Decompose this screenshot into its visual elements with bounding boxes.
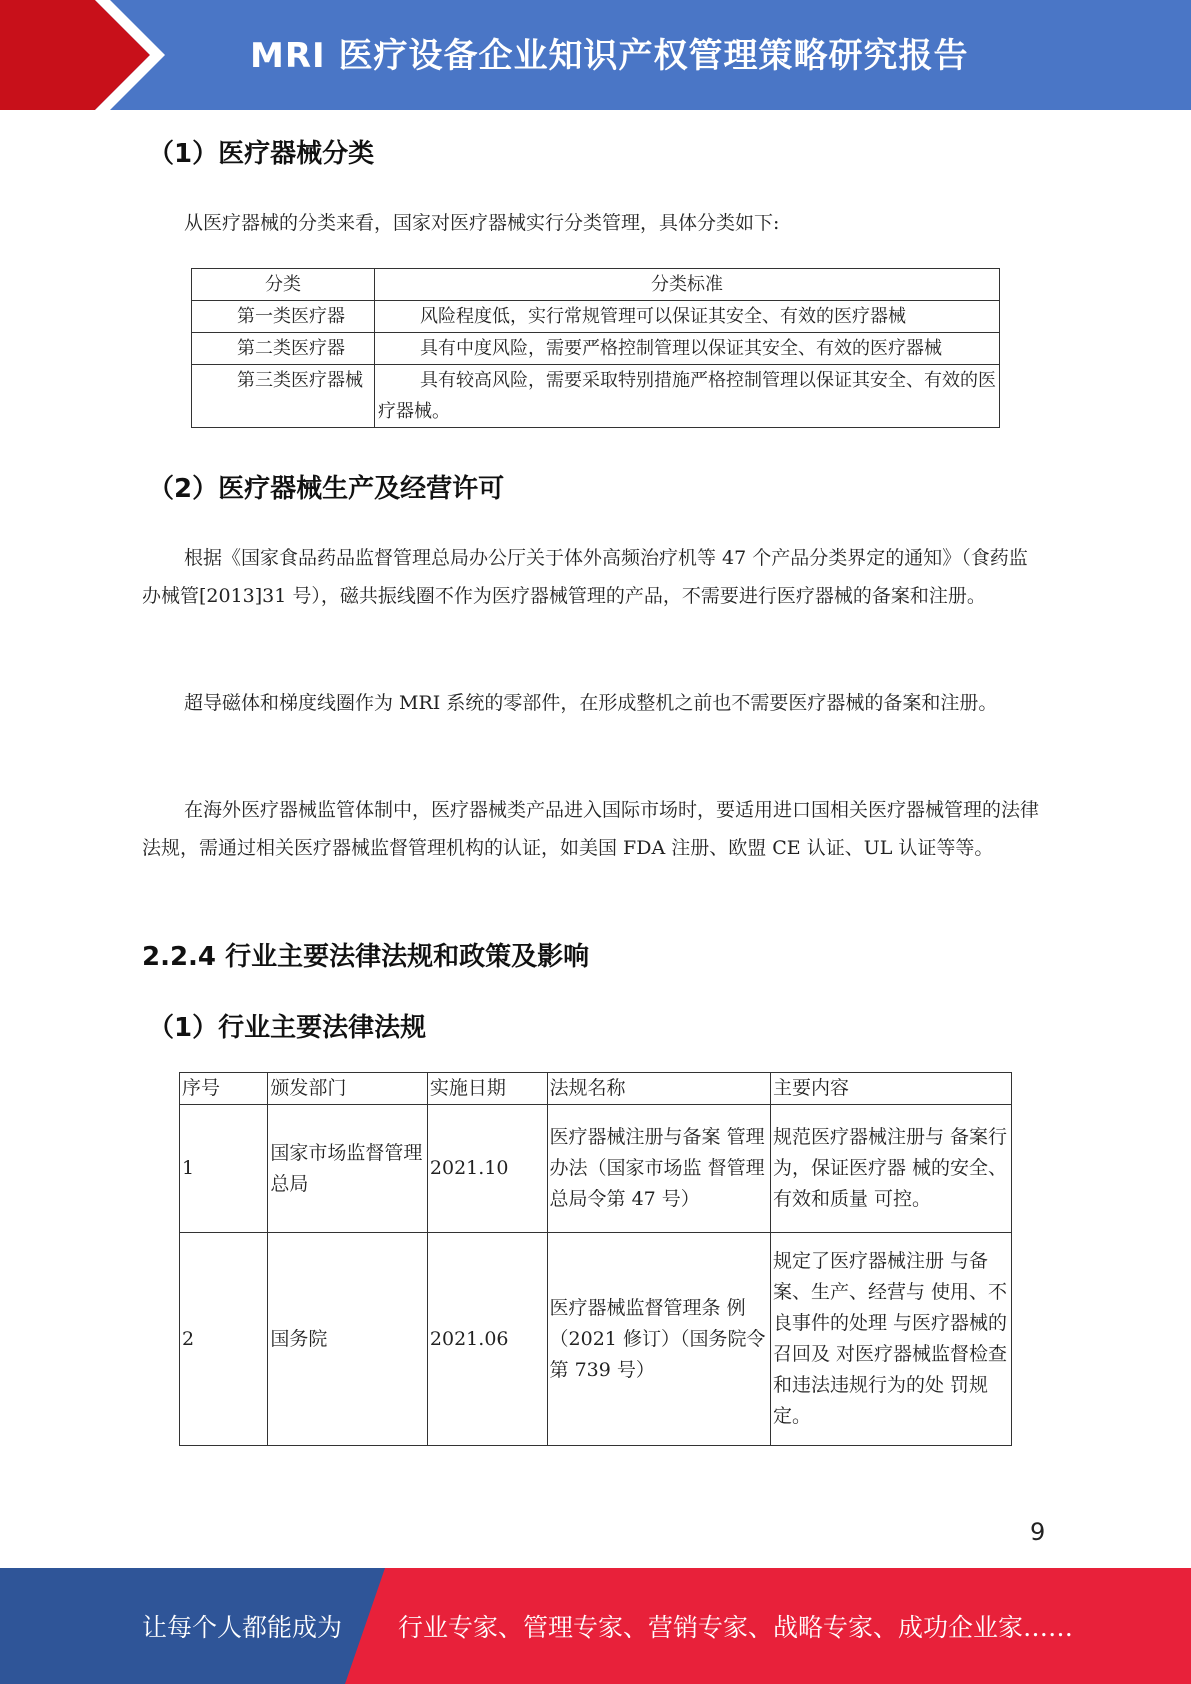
subsection-heading-laws: （1）行业主要法律法规	[148, 1013, 427, 1043]
standard-cell: 具有较高风险，需要采取特别措施严格控制管理以保证其安全、有效的医疗器械。	[375, 365, 1000, 428]
table-row	[192, 365, 1000, 428]
dept-cell: 国家市场监督管理总局	[268, 1105, 428, 1233]
name-cell: 医疗器械注册与备案 管理办法（国家市场监 督管理总局令第 47 号）	[547, 1105, 770, 1233]
paragraph-1: 根据《国家食品药品监督管理总局办公厅关于体外高频治疗机等 47 个产品分类界定的通知》（食药监办械管[2013]31 号），磁共振线圈不作为医疗器械管理的产品，不需要进行医疗器械的备案和注册。	[142, 547, 1028, 607]
dept-cell: 国务院	[268, 1233, 428, 1446]
table-header-row	[180, 1073, 1012, 1105]
table-row	[192, 333, 1000, 365]
page-number: 9	[1030, 1518, 1046, 1546]
footer-slogan-left: 让每个人都能成为	[142, 1613, 343, 1642]
report-title: MRI 医疗设备企业知识产权管理策略研究报告	[250, 36, 969, 76]
no-cell: 2	[180, 1233, 268, 1446]
classification-table	[191, 268, 1000, 428]
section-heading-license: （2）医疗器械生产及经营许可	[148, 474, 505, 504]
footer-slogan-right: 行业专家、管理专家、营销专家、战略专家、成功企业家……	[398, 1613, 1074, 1642]
header-cell-no: 序号	[180, 1073, 268, 1105]
section-heading-classification: （1）医疗器械分类	[148, 139, 375, 169]
date-cell: 2021.06	[427, 1233, 547, 1446]
category-cell: 第三类医疗器械	[192, 365, 375, 428]
header-cell-name: 法规名称	[547, 1073, 770, 1105]
paragraph-3: 在海外医疗器械监管体制中，医疗器械类产品进入国际市场时，要适用进口国相关医疗器械管理的法律法规，需通过相关医疗器械监督管理机构的认证，如美国 FDA 注册、欧盟 CE 认证、UL 认证等等。	[142, 799, 1040, 859]
content-cell: 规范医疗器械注册与 备案行为，保证医疗器 械的安全、有效和质量 可控。	[770, 1105, 1011, 1233]
header-cell-category: 分类	[192, 269, 375, 301]
table-row	[192, 301, 1000, 333]
table-row	[180, 1233, 1012, 1446]
header-cell-dept: 颁发部门	[268, 1073, 428, 1105]
laws-table	[179, 1072, 1012, 1446]
page-header	[0, 0, 1191, 110]
page-footer	[0, 1568, 1191, 1684]
header-cell-content: 主要内容	[770, 1073, 1011, 1105]
date-cell: 2021.10	[427, 1105, 547, 1233]
content-cell: 规定了医疗器械注册 与备案、生产、经营与 使用、不良事件的处理 与医疗器械的召回及 对医疗器械监督检查 和违法违规行为的处 罚规定。	[770, 1233, 1011, 1446]
header-cell-date: 实施日期	[427, 1073, 547, 1105]
no-cell: 1	[180, 1105, 268, 1233]
standard-cell: 风险程度低，实行常规管理可以保证其安全、有效的医疗器械	[375, 301, 1000, 333]
category-cell: 第二类医疗器	[192, 333, 375, 365]
standard-cell: 具有中度风险，需要严格控制管理以保证其安全、有效的医疗器械	[375, 333, 1000, 365]
table-row	[180, 1105, 1012, 1233]
classification-intro: 从医疗器械的分类来看，国家对医疗器械实行分类管理，具体分类如下:	[184, 212, 780, 234]
paragraph-2: 超导磁体和梯度线圈作为 MRI 系统的零部件，在形成整机之前也不需要医疗器械的备案和注册。	[184, 692, 998, 714]
section-heading-laws: 2.2.4 行业主要法律法规和政策及影响	[142, 942, 590, 972]
table-header-row	[192, 269, 1000, 301]
category-cell: 第一类医疗器	[192, 301, 375, 333]
name-cell: 医疗器械监督管理条 例（2021 修订）（国务院令第 739 号）	[547, 1233, 770, 1446]
header-cell-standard: 分类标准	[375, 269, 1000, 301]
